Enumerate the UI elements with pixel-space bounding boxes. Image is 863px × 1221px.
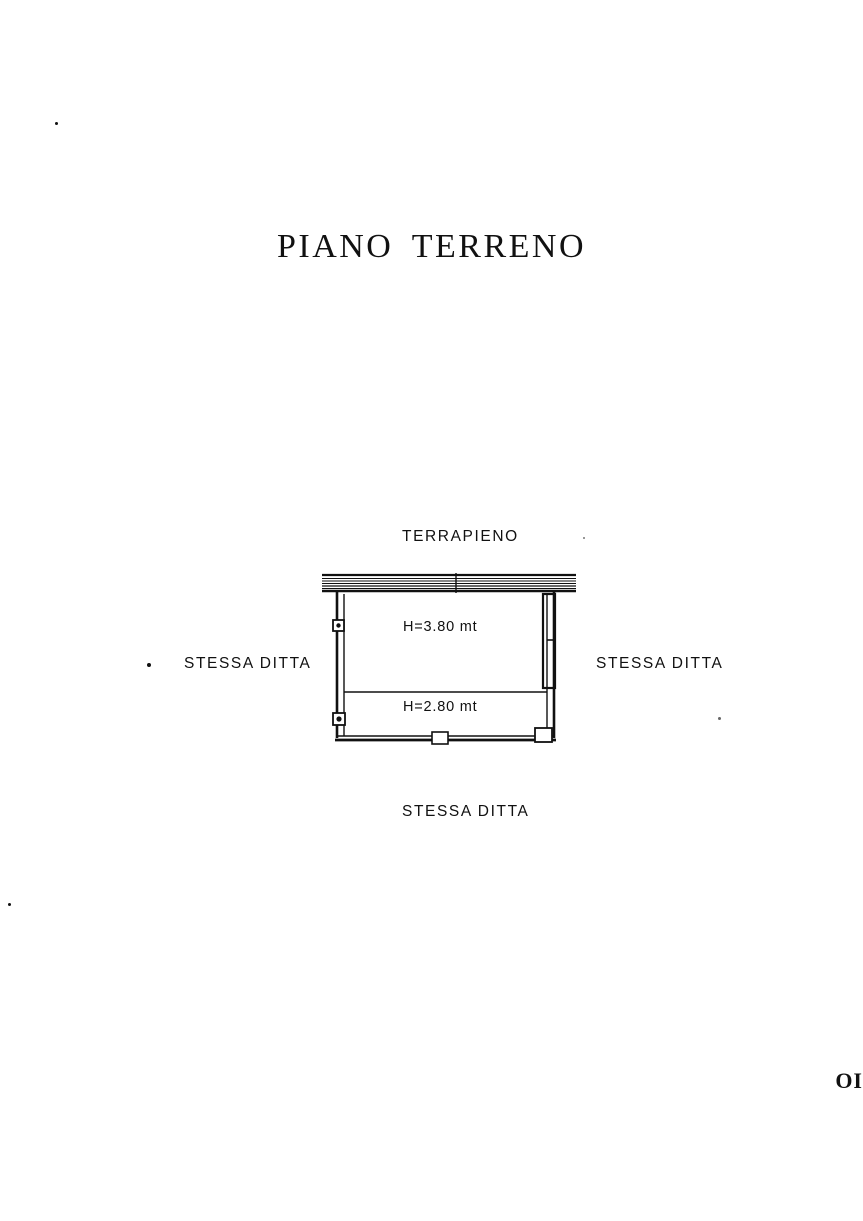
scan-speck — [8, 903, 11, 906]
page-title: PIANO TERRENO — [276, 228, 587, 265]
opening-bottom-right — [535, 728, 552, 742]
perimeter-walls — [335, 591, 556, 740]
label-stessa-ditta-bottom: STESSA DITTA — [402, 803, 530, 820]
scan-speck — [147, 663, 151, 667]
dimension-lower-height: H=2.80 mt — [400, 699, 481, 715]
floor-plan-drawing — [318, 570, 580, 750]
opening-bottom-center — [432, 732, 448, 744]
terrapieno-hatch — [322, 575, 576, 591]
dimension-upper-height: H=3.80 mt — [400, 619, 481, 635]
page-corner-mark: OI — [835, 1068, 863, 1093]
pillar-marker-lower-left — [333, 713, 345, 725]
label-terrapieno: TERRAPIENO — [402, 528, 519, 545]
scan-speck — [55, 122, 58, 125]
label-stessa-ditta-left: STESSA DITTA — [184, 655, 312, 672]
label-stessa-ditta-right: STESSA DITTA — [596, 655, 724, 672]
pillar-marker-upper-left — [333, 620, 344, 631]
floor-plan-svg — [318, 570, 580, 750]
scan-speck — [718, 717, 721, 720]
scan-speck — [583, 537, 585, 539]
